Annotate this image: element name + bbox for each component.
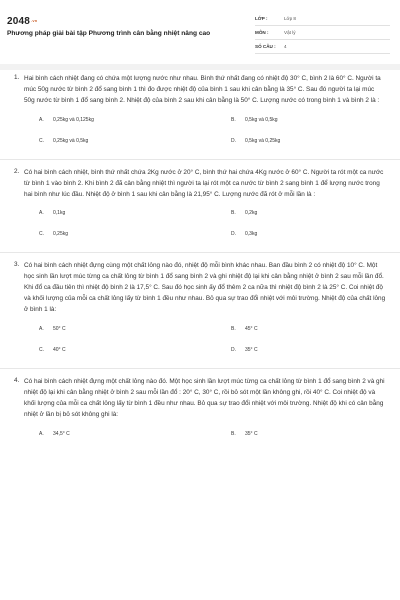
question-1 <box>0 74 400 157</box>
option-b[interactable] <box>231 210 257 216</box>
meta-underline <box>255 39 390 40</box>
option-letter: A. <box>39 325 44 332</box>
option-letter: A. <box>39 116 44 123</box>
option-letter: B. <box>231 430 236 437</box>
meta-count-label: SỐ CÂU : <box>255 44 276 49</box>
question-separator <box>0 252 400 253</box>
option-text: 34,5° C <box>53 430 70 437</box>
header-divider <box>0 64 400 70</box>
option-d[interactable] <box>231 347 258 353</box>
option-letter: C. <box>39 137 44 144</box>
answer-options <box>24 206 386 250</box>
option-text: 0,25kg <box>53 231 69 238</box>
option-text: 45° C <box>245 325 258 332</box>
question-number: 4. <box>14 376 20 384</box>
question-separator <box>0 368 400 369</box>
option-letter: A. <box>39 210 44 217</box>
meta-count-value: 4 <box>284 44 287 49</box>
option-text: 50° C <box>53 325 66 332</box>
answer-options <box>24 113 386 157</box>
option-letter: B. <box>231 325 236 332</box>
option-d[interactable] <box>231 231 257 237</box>
option-b[interactable] <box>231 326 258 332</box>
option-letter: B. <box>231 210 236 217</box>
meta-grade-label: LỚP : <box>255 16 268 21</box>
option-letter: C. <box>39 346 44 353</box>
document-meta <box>255 13 390 55</box>
option-letter: D. <box>231 137 236 144</box>
meta-underline <box>255 53 390 54</box>
question-separator <box>0 159 400 160</box>
option-text: 0,25kg và 0,125kg <box>53 116 94 123</box>
option-c[interactable] <box>39 231 68 237</box>
question-2 <box>0 168 400 251</box>
option-a[interactable] <box>39 431 70 437</box>
logo-text: 2048 <box>7 16 31 27</box>
option-text: 0,2kg <box>245 210 258 217</box>
option-letter: D. <box>231 231 236 238</box>
option-letter: C. <box>39 231 44 238</box>
question-text: Có hai bình cách nhiệt, bình thứ nhất chứa 2Kg nước ở 20° C, bình thứ hai chứa 4Kg nước ở 60° C. Người ta rót một ca nước từ bình 1 vào bình 2. Khi bình 2 đã cân bằng nhiệt thì người ta lại rót một ca nước từ bình 2 sang bình 1 để lượng nước trong hai bình như lúc đầu. Nhiệt độ ở bình 1 sau khi cân bằng là 21,95° C. Lượng nước đã rót ở mỗi lần là : <box>24 168 384 198</box>
option-text: 0,1kg <box>53 210 66 217</box>
option-letter: B. <box>231 116 236 123</box>
meta-grade-value: Lớp 8 <box>284 16 296 21</box>
option-a[interactable] <box>39 210 65 216</box>
answer-options <box>24 322 386 366</box>
question-number: 3. <box>14 261 20 269</box>
option-text: 0,5kg và 0,25kg <box>245 137 281 144</box>
option-text: 40° C <box>53 346 66 353</box>
site-logo[interactable] <box>7 16 37 27</box>
meta-subject <box>255 27 390 41</box>
document-title: Phương pháp giải bài tập Phương trình cân bằng nhiệt nâng cao <box>7 30 211 37</box>
option-text: 35° C <box>245 346 258 353</box>
question-3 <box>0 261 400 366</box>
option-a[interactable] <box>39 326 66 332</box>
question-list <box>0 74 400 471</box>
option-c[interactable] <box>39 138 88 144</box>
question-number: 2. <box>14 167 20 175</box>
option-d[interactable] <box>231 138 280 144</box>
meta-question-count <box>255 41 390 55</box>
question-text: Có hai bình cách nhiệt đựng một chất lỏng nào đó. Một học sinh lần lượt múc từng ca chất lỏng từ bình 1 đổ sang bình 2 và ghi nhiệt độ lại khi cân bằng nhiệt ở bình 2 sau mỗi lần đổ : 20° C, 30° C, rồi bỏ sót một lần không ghi, rồi 40° C. Coi nhiệt độ và khối lượng của mỗi ca chất lỏng lấy từ bình 1 đều như nhau. Bỏ qua sự trao đổi nhiệt với môi trường. Nhiệt độ khi có cân bằng nhiệt ở lần bị bỏ sót không ghi là: <box>24 377 385 418</box>
document-header <box>0 0 400 64</box>
question-text: Có hai bình cách nhiệt đựng cùng một chất lỏng nào đó, nhiệt độ mỗi bình khác nhau. Ban đầu bình 2 có nhiệt độ 10° C. Một học sinh lần lượt múc từng ca chất lỏng từ bình 1 đổ sang bình 2 và ghi nhiệt độ lại khi cân bằng nhiệt ở bình 2 sau mỗi lần đổ. Khi đổ ca đầu tiên thì nhiệt độ bình 2 là 17,5° C. Sau đó học sinh ấy đổ thêm 2 ca nữa thì nhiệt độ bình 2 là 25° C. Coi nhiệt độ và khối lượng của mỗi ca chất lỏng lấy từ bình 1 đều như nhau. Bỏ qua sự trao đổi nhiệt với môi trường. Nhiệt độ của chất lỏng ở bình 1 là: <box>24 262 386 314</box>
meta-subject-value: Vật lý <box>284 30 296 35</box>
option-text: 0,25kg và 0,5kg <box>53 137 89 144</box>
option-letter: A. <box>39 430 44 437</box>
option-c[interactable] <box>39 347 66 353</box>
option-text: 0,5kg và 0,5kg <box>245 116 278 123</box>
option-a[interactable] <box>39 117 94 123</box>
option-letter: D. <box>231 346 236 353</box>
option-text: 35° C <box>245 430 258 437</box>
question-4 <box>0 377 400 471</box>
option-text: 0,3kg <box>245 231 258 238</box>
meta-grade <box>255 13 390 27</box>
question-text: Hai bình cách nhiệt đang có chứa một lượng nước như nhau. Bình thứ nhất đang có nhiệt độ 30° C, bình 2 là 60° C. Người ta múc 50g nước từ bình 2 đổ sang bình 1 thì đo được nhiệt độ của bình 1 sau khi cân bằng là 35° C. Sau đó người ta lại múc 50g nước từ bình 1 đổ sang bình 2. Nhiệt độ của bình 2 sau khi cân bằng là 50° C. Lượng nước có trong bình 1 và bình 2 là : <box>24 75 381 104</box>
question-number: 1. <box>14 74 20 81</box>
option-b[interactable] <box>231 431 258 437</box>
logo-suffix: .vn <box>31 18 38 23</box>
answer-options <box>24 427 386 471</box>
option-b[interactable] <box>231 117 278 123</box>
meta-underline <box>255 25 390 26</box>
meta-subject-label: MÔN : <box>255 30 269 35</box>
